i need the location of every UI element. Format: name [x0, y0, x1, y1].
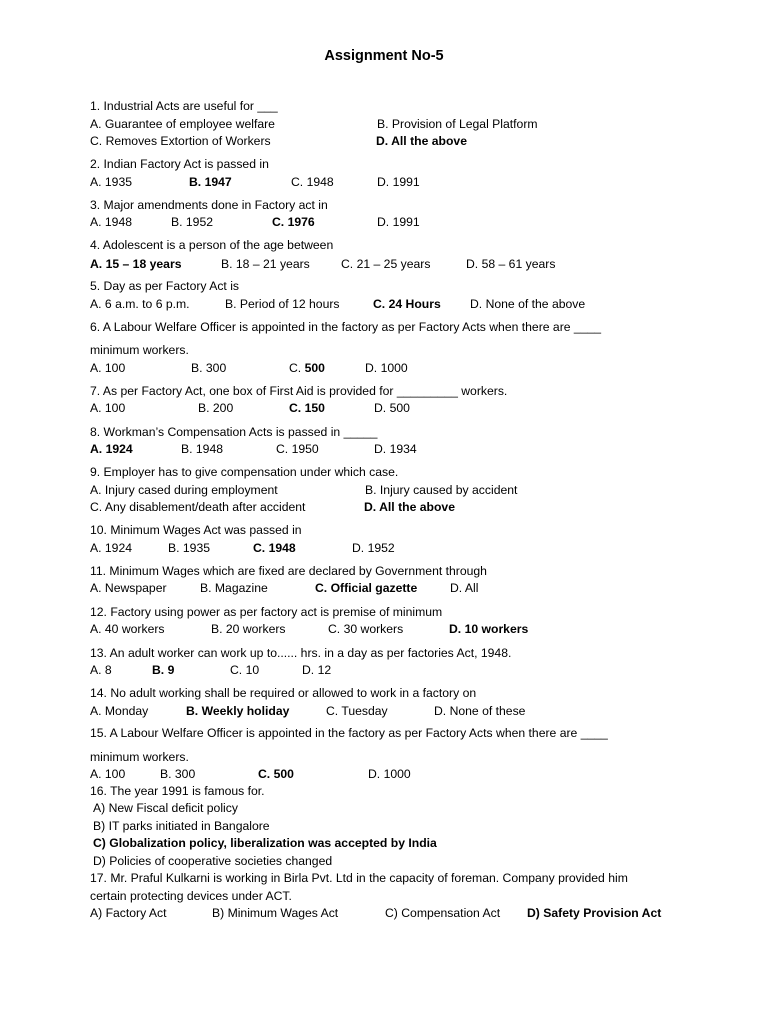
question-15-continuation: minimum workers.	[90, 750, 189, 764]
question-12: 12. Factory using power as per factory act is premise of minimum	[90, 605, 443, 619]
option-a-answer: A. 1924	[90, 442, 133, 456]
question-2-options	[90, 174, 730, 191]
option-c-prefix: C.	[289, 361, 305, 375]
question-16: 16. The year 1991 is famous for.	[90, 784, 265, 798]
option-d: D. 1000	[365, 361, 408, 375]
option-c: C. 10	[230, 663, 260, 677]
option-d: D. 58 – 61 years	[466, 257, 556, 271]
option-c: C. 30 workers	[328, 622, 404, 636]
option-b: B. 300	[160, 767, 196, 781]
question-1: 1. Industrial Acts are useful for ___	[90, 99, 278, 113]
option-b: B. 20 workers	[211, 622, 286, 636]
option-c-answer: C. 1976	[272, 215, 315, 229]
option-a: A) Factory Act	[90, 906, 167, 920]
question-5: 5. Day as per Factory Act is	[90, 279, 240, 293]
question-9: 9. Employer has to give compensation under which case.	[90, 465, 399, 479]
question-13: 13. An adult worker can work up to...... hrs. in a day as per factories Act, 1948.	[90, 646, 512, 660]
option-a: A) New Fiscal deficit policy	[93, 801, 238, 815]
question-17: 17. Mr. Praful Kulkarni is working in Birla Pvt. Ltd in the capacity of foreman. Company provided him	[90, 871, 628, 885]
question-6: 6. A Labour Welfare Officer is appointed in the factory as per Factory Acts when there are ____	[90, 320, 602, 334]
option-a: A. 1935	[90, 175, 133, 189]
option-c-answer: C. Official gazette	[315, 581, 418, 595]
option-b: B. 300	[191, 361, 227, 375]
question-9-options-row-1	[90, 482, 730, 499]
question-10-options	[90, 540, 730, 557]
option-d: D. 500	[374, 401, 410, 415]
option-b: B. 18 – 21 years	[221, 257, 310, 271]
option-c-answer: C. 150	[289, 401, 325, 415]
question-9-options-row-2	[90, 499, 730, 516]
option-c: C. Removes Extortion of Workers	[90, 134, 271, 148]
question-7: 7. As per Factory Act, one box of First Aid is provided for _________ workers.	[90, 384, 508, 398]
option-b: B. 1935	[168, 541, 211, 555]
option-d: D. 1991	[377, 215, 420, 229]
question-12-options	[90, 621, 730, 638]
option-d: D. None of the above	[470, 297, 586, 311]
option-c: C. Any disablement/death after accident	[90, 500, 306, 514]
question-5-options	[90, 296, 730, 313]
question-11: 11. Minimum Wages which are fixed are declared by Government through	[90, 564, 487, 578]
option-d-answer: D. All the above	[376, 134, 467, 148]
option-b-answer: B. 1947	[189, 175, 232, 189]
question-8: 8. Workman’s Compensation Acts is passed in _____	[90, 425, 378, 439]
option-b: B. 1952	[171, 215, 214, 229]
option-c-answer: C. 24 Hours	[373, 297, 441, 311]
option-a: A. Injury cased during employment	[90, 483, 278, 497]
question-17-continuation: certain protecting devices under ACT.	[90, 889, 292, 903]
option-d: D. 1991	[377, 175, 420, 189]
option-d-answer: D. 10 workers	[449, 622, 529, 636]
option-b: B. Provision of Legal Platform	[377, 117, 538, 131]
question-6-options	[90, 360, 730, 377]
question-14-options	[90, 703, 730, 720]
option-d-answer: D. All the above	[364, 500, 455, 514]
option-a: A. 100	[90, 767, 126, 781]
option-d: D. All	[450, 581, 479, 595]
question-14: 14. No adult working shall be required or allowed to work in a factory on	[90, 686, 477, 700]
option-a: A. 1924	[90, 541, 133, 555]
question-7-options	[90, 400, 730, 417]
question-1-options-row-2	[90, 133, 730, 150]
option-c: C) Compensation Act	[385, 906, 501, 920]
option-a: A. 100	[90, 361, 126, 375]
option-d: D) Policies of cooperative societies changed	[93, 854, 333, 868]
option-c: C. 1948	[291, 175, 334, 189]
option-c-value: 500	[304, 361, 325, 375]
question-2: 2. Indian Factory Act is passed in	[90, 157, 269, 171]
option-d: D. 1934	[374, 442, 417, 456]
option-a: A. 40 workers	[90, 622, 165, 636]
option-a-answer: A. 15 – 18 years	[90, 257, 182, 271]
question-3-options	[90, 214, 730, 231]
question-15: 15. A Labour Welfare Officer is appointed in the factory as per Factory Acts when there are ____	[90, 726, 608, 740]
option-c: C. 21 – 25 years	[341, 257, 431, 271]
page-title: Assignment No-5	[324, 48, 444, 64]
option-a: A. 1948	[90, 215, 133, 229]
option-c: C. 1950	[276, 442, 319, 456]
question-15-options	[90, 766, 730, 783]
option-d: D. 1952	[352, 541, 395, 555]
question-13-options	[90, 662, 730, 679]
option-c-answer	[289, 360, 325, 377]
option-b: B. 200	[198, 401, 234, 415]
option-b: B. Injury caused by accident	[365, 483, 518, 497]
option-d: D. 1000	[368, 767, 411, 781]
option-b-answer: B. Weekly holiday	[186, 704, 290, 718]
option-c-answer: C. 1948	[253, 541, 296, 555]
question-8-options	[90, 441, 730, 458]
question-17-options	[90, 905, 730, 922]
question-1-options-row-1	[90, 116, 730, 133]
question-6-continuation: minimum workers.	[90, 343, 189, 357]
option-b: B) Minimum Wages Act	[212, 906, 339, 920]
option-a: A. Guarantee of employee welfare	[90, 117, 275, 131]
question-11-options	[90, 580, 730, 597]
option-c-answer: C. 500	[258, 767, 294, 781]
option-b-answer: B. 9	[152, 663, 175, 677]
option-d: D. None of these	[434, 704, 526, 718]
question-10: 10. Minimum Wages Act was passed in	[90, 523, 302, 537]
option-a: A. Newspaper	[90, 581, 167, 595]
option-d-answer: D) Safety Provision Act	[527, 906, 662, 920]
option-a: A. 8	[90, 663, 112, 677]
option-a: A. 100	[90, 401, 126, 415]
option-b: B. Period of 12 hours	[225, 297, 340, 311]
option-d: D. 12	[302, 663, 332, 677]
option-a: A. 6 a.m. to 6 p.m.	[90, 297, 190, 311]
question-3: 3. Major amendments done in Factory act in	[90, 198, 328, 212]
option-c-answer: C) Globalization policy, liberalization was accepted by India	[93, 836, 437, 850]
question-4-options	[90, 256, 730, 273]
option-b: B. Magazine	[200, 581, 268, 595]
option-b: B) IT parks initiated in Bangalore	[93, 819, 270, 833]
option-c: C. Tuesday	[326, 704, 388, 718]
option-a: A. Monday	[90, 704, 149, 718]
question-4: 4. Adolescent is a person of the age between	[90, 238, 334, 252]
option-b: B. 1948	[181, 442, 224, 456]
